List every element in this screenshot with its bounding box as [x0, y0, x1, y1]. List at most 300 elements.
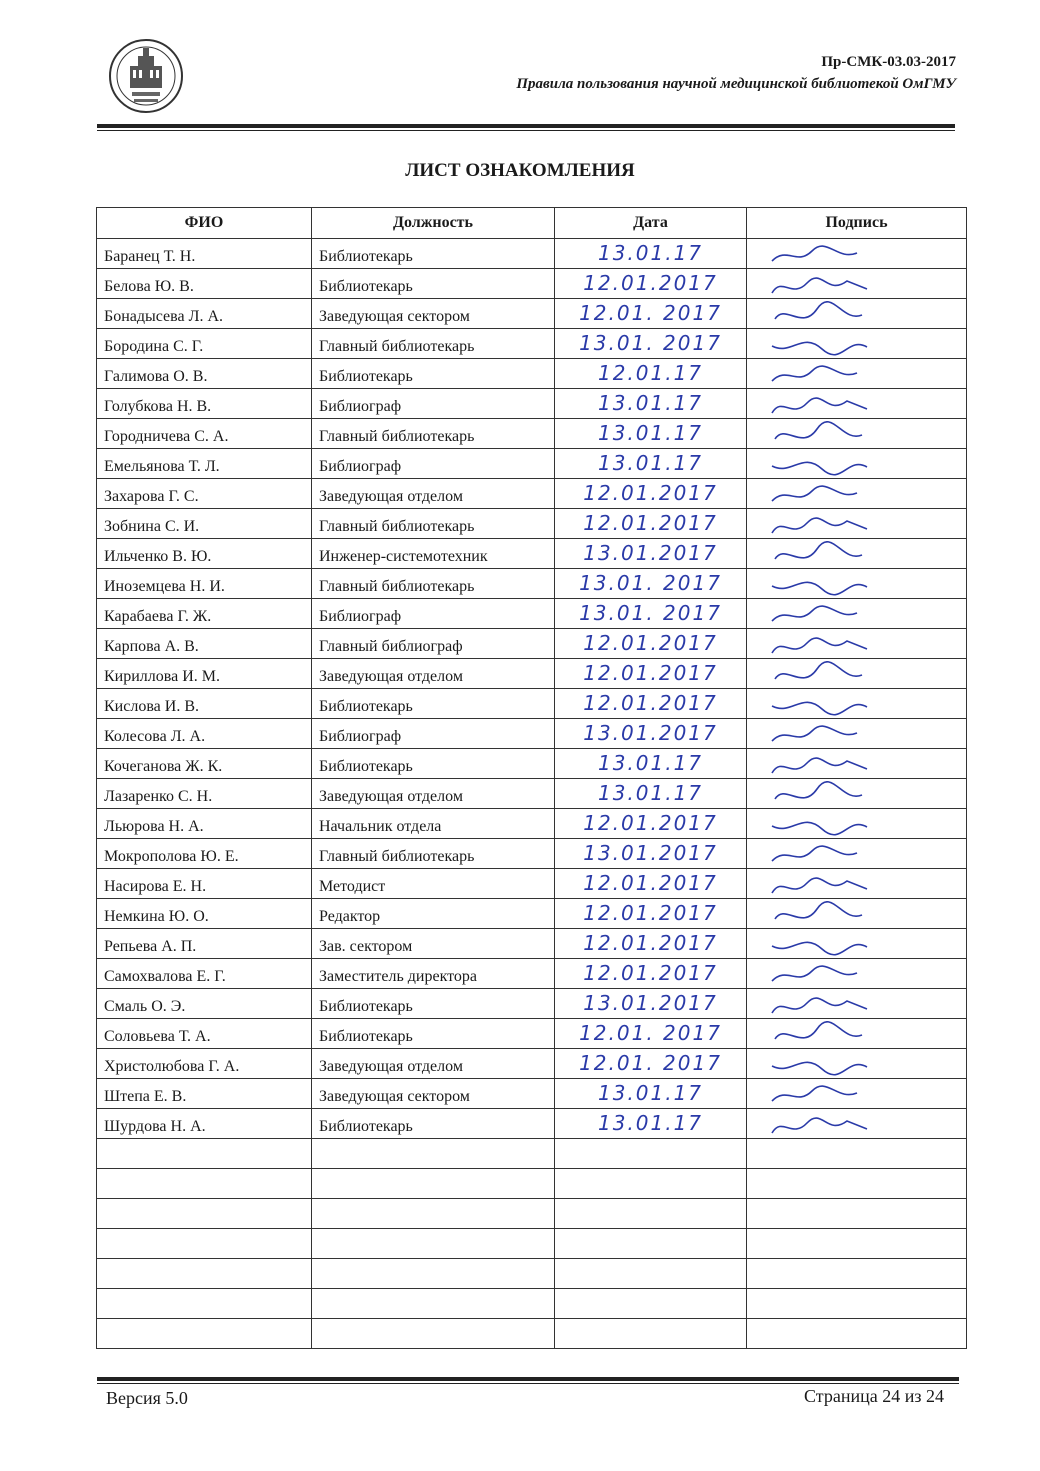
cell-name [97, 569, 312, 599]
cell-name [97, 539, 312, 569]
cell-name [97, 1049, 312, 1079]
empty-cell [555, 1139, 747, 1169]
cell-name [97, 1019, 312, 1049]
handwritten-date: 12.01.2017 [583, 271, 718, 295]
handwritten-date: 12.01.2017 [583, 961, 718, 985]
cell-date [555, 959, 747, 989]
person-position: Главный библиотекарь [319, 428, 475, 445]
cell-position [312, 419, 555, 449]
cell-signature [747, 839, 967, 869]
table-row [97, 299, 967, 329]
signature-icon [767, 301, 897, 329]
signature-icon [767, 601, 897, 629]
table-row [97, 779, 967, 809]
empty-cell [747, 1319, 967, 1349]
person-position: Редактор [319, 908, 381, 925]
empty-cell [555, 1289, 747, 1319]
cell-name [97, 929, 312, 959]
cell-date [555, 389, 747, 419]
cell-name [97, 899, 312, 929]
signature-icon [767, 901, 897, 929]
person-name: Голубкова Н. В. [104, 398, 212, 415]
handwritten-date: 12.01.2017 [583, 871, 718, 895]
cell-position [312, 659, 555, 689]
empty-cell [747, 1139, 967, 1169]
cell-signature [747, 359, 967, 389]
cell-name [97, 329, 312, 359]
cell-signature [747, 509, 967, 539]
person-name: Самохвалова Е. Г. [104, 968, 226, 985]
person-name: Кочеганова Ж. К. [104, 758, 223, 775]
cell-signature [747, 1019, 967, 1049]
signature-icon [767, 541, 897, 569]
signature-icon [767, 511, 897, 539]
cell-signature [747, 929, 967, 959]
cell-date [555, 929, 747, 959]
cell-position [312, 629, 555, 659]
cell-position [312, 359, 555, 389]
person-position: Инженер-системотехник [319, 548, 488, 565]
cell-position [312, 809, 555, 839]
signature-icon [767, 931, 897, 959]
table-row [97, 359, 967, 389]
table-row [97, 899, 967, 929]
table-row [97, 659, 967, 689]
table-row [97, 1079, 967, 1109]
person-position: Заведующая отделом [319, 668, 463, 685]
cell-name [97, 869, 312, 899]
person-position: Главный библиотекарь [319, 518, 475, 535]
table-row [97, 539, 967, 569]
cell-signature [747, 1079, 967, 1109]
table-row [97, 239, 967, 269]
cell-name [97, 989, 312, 1019]
person-name: Баранец Т. Н. [104, 248, 196, 265]
table-row [97, 419, 967, 449]
cell-signature [747, 959, 967, 989]
cell-date [555, 329, 747, 359]
empty-cell [555, 1229, 747, 1259]
cell-position [312, 689, 555, 719]
cell-position [312, 569, 555, 599]
cell-name [97, 629, 312, 659]
cell-name [97, 299, 312, 329]
cell-signature [747, 299, 967, 329]
handwritten-date: 13.01. 2017 [579, 331, 722, 355]
empty-table-row [97, 1169, 967, 1199]
person-position: Библиотекарь [319, 1028, 413, 1045]
cell-date [555, 989, 747, 1019]
person-position: Библиограф [319, 398, 402, 415]
cell-date [555, 869, 747, 899]
cell-name [97, 269, 312, 299]
person-position: Библиотекарь [319, 278, 413, 295]
person-name: Бонадысева Л. А. [104, 308, 223, 325]
signature-icon [767, 1051, 897, 1079]
table-row [97, 1019, 967, 1049]
handwritten-date: 12.01. 2017 [579, 1021, 722, 1045]
column-header: Подпись [747, 208, 967, 239]
table-row [97, 269, 967, 299]
header-rule-thick [97, 124, 955, 128]
cell-position [312, 299, 555, 329]
signature-icon [767, 271, 897, 299]
cell-name [97, 1109, 312, 1139]
signature-icon [767, 451, 897, 479]
signature-icon [767, 721, 897, 749]
handwritten-date: 13.01.2017 [583, 841, 718, 865]
empty-cell [97, 1139, 312, 1169]
table-row [97, 1109, 967, 1139]
cell-name [97, 659, 312, 689]
empty-cell [312, 1259, 555, 1289]
person-position: Библиотекарь [319, 1118, 413, 1135]
signature-icon [767, 481, 897, 509]
cell-signature [747, 239, 967, 269]
signature-icon [767, 631, 897, 659]
cell-signature [747, 869, 967, 899]
cell-signature [747, 749, 967, 779]
table-row [97, 809, 967, 839]
empty-cell [747, 1289, 967, 1319]
cell-name [97, 959, 312, 989]
page-number: Страница 24 из 24 [804, 1386, 944, 1406]
person-position: Главный библиотекарь [319, 578, 475, 595]
cell-name [97, 719, 312, 749]
cell-signature [747, 329, 967, 359]
cell-date [555, 419, 747, 449]
person-position: Заведующая сектором [319, 1088, 470, 1105]
cell-name [97, 449, 312, 479]
person-name: Карпова А. В. [104, 638, 199, 655]
cell-position [312, 269, 555, 299]
cell-position [312, 869, 555, 899]
person-name: Емельянова Т. Л. [104, 458, 220, 475]
cell-signature [747, 809, 967, 839]
cell-date [555, 719, 747, 749]
cell-date [555, 809, 747, 839]
person-position: Заведующая отделом [319, 1058, 463, 1075]
cell-name [97, 1079, 312, 1109]
table-row [97, 839, 967, 869]
table-row [97, 929, 967, 959]
cell-date [555, 1049, 747, 1079]
cell-date [555, 659, 747, 689]
cell-signature [747, 659, 967, 689]
signature-icon [767, 241, 897, 269]
empty-cell [555, 1319, 747, 1349]
person-name: Ильченко В. Ю. [104, 548, 212, 565]
handwritten-date: 13.01.17 [597, 391, 704, 415]
document-subtitle: Правила пользования научной медицинской библиотекой ОмГМУ [516, 76, 956, 92]
cell-date [555, 449, 747, 479]
footer-rule-thick [97, 1377, 959, 1381]
handwritten-date: 12.01.2017 [583, 811, 718, 835]
cell-name [97, 689, 312, 719]
table-row [97, 449, 967, 479]
empty-cell [312, 1139, 555, 1169]
empty-cell [555, 1259, 747, 1289]
person-name: Христолюбова Г. А. [104, 1058, 240, 1075]
cell-name [97, 599, 312, 629]
table-row [97, 479, 967, 509]
person-name: Смаль О. Э. [104, 998, 186, 1015]
person-name: Галимова О. В. [104, 368, 208, 385]
empty-cell [555, 1169, 747, 1199]
cell-name [97, 779, 312, 809]
table-row [97, 869, 967, 899]
cell-signature [747, 899, 967, 929]
signature-icon [767, 781, 897, 809]
cell-name [97, 839, 312, 869]
table-row [97, 1049, 967, 1079]
signature-icon [767, 871, 897, 899]
person-name: Шурдова Н. А. [104, 1118, 206, 1135]
person-position: Зав. сектором [319, 938, 413, 955]
handwritten-date: 12.01.2017 [583, 931, 718, 955]
handwritten-date: 12.01.2017 [583, 511, 718, 535]
cell-name [97, 809, 312, 839]
cell-signature [747, 569, 967, 599]
cell-date [555, 239, 747, 269]
person-position: Методист [319, 878, 386, 895]
handwritten-date: 13.01.2017 [583, 721, 718, 745]
person-name: Карабаева Г. Ж. [104, 608, 212, 625]
handwritten-date: 12.01.2017 [583, 631, 718, 655]
empty-cell [312, 1199, 555, 1229]
cell-signature [747, 419, 967, 449]
signature-icon [767, 421, 897, 449]
handwritten-date: 13.01. 2017 [579, 571, 722, 595]
cell-date [555, 1079, 747, 1109]
person-position: Библиограф [319, 458, 402, 475]
cell-position [312, 929, 555, 959]
empty-cell [312, 1169, 555, 1199]
cell-name [97, 479, 312, 509]
empty-cell [747, 1229, 967, 1259]
cell-position [312, 1049, 555, 1079]
empty-table-row [97, 1199, 967, 1229]
cell-signature [747, 539, 967, 569]
signature-icon [767, 1021, 897, 1049]
signature-icon [767, 961, 897, 989]
person-position: Библиотекарь [319, 248, 413, 265]
person-position: Главный библиотекарь [319, 338, 475, 355]
handwritten-date: 13.01.17 [597, 241, 704, 265]
signature-icon [767, 1111, 897, 1139]
table-row [97, 959, 967, 989]
empty-cell [97, 1289, 312, 1319]
handwritten-date: 12.01.17 [597, 361, 704, 385]
handwritten-date: 12.01.2017 [583, 901, 718, 925]
handwritten-date: 13.01.2017 [583, 991, 718, 1015]
empty-table-row [97, 1139, 967, 1169]
cell-signature [747, 779, 967, 809]
person-position: Заведующая сектором [319, 308, 470, 325]
person-name: Захарова Г. С. [104, 488, 199, 505]
person-position: Заведующая отделом [319, 488, 463, 505]
empty-cell [97, 1319, 312, 1349]
header-rule-thin [97, 130, 955, 131]
empty-cell [97, 1229, 312, 1259]
cell-position [312, 779, 555, 809]
handwritten-date: 12.01. 2017 [579, 301, 722, 325]
person-name: Зобнина С. И. [104, 518, 200, 535]
handwritten-date: 13.01.17 [597, 781, 704, 805]
person-name: Городничева С. А. [104, 428, 229, 445]
cell-signature [747, 449, 967, 479]
cell-position [312, 1019, 555, 1049]
signature-icon [767, 1081, 897, 1109]
table-header-row [97, 208, 967, 239]
cell-date [555, 689, 747, 719]
acknowledgement-table [96, 207, 967, 1349]
table-row [97, 749, 967, 779]
cell-position [312, 899, 555, 929]
signature-icon [767, 661, 897, 689]
empty-table-row [97, 1259, 967, 1289]
table-row [97, 329, 967, 359]
cell-signature [747, 389, 967, 419]
person-name: Штепа Е. В. [104, 1088, 187, 1105]
cell-position [312, 389, 555, 419]
signature-icon [767, 361, 897, 389]
person-name: Кислова И. В. [104, 698, 199, 715]
empty-cell [747, 1199, 967, 1229]
cell-position [312, 749, 555, 779]
handwritten-date: 13.01.17 [597, 1081, 704, 1105]
empty-cell [747, 1169, 967, 1199]
signature-icon [767, 841, 897, 869]
cell-position [312, 599, 555, 629]
person-position: Главный библиотекарь [319, 848, 475, 865]
cell-name [97, 509, 312, 539]
person-name: Репьева А. П. [104, 938, 197, 955]
cell-position [312, 509, 555, 539]
cell-date [555, 629, 747, 659]
empty-cell [312, 1319, 555, 1349]
person-position: Заведующая отделом [319, 788, 463, 805]
handwritten-date: 13.01. 2017 [579, 601, 722, 625]
signature-icon [767, 991, 897, 1019]
empty-cell [97, 1169, 312, 1199]
table-row [97, 629, 967, 659]
empty-cell [97, 1199, 312, 1229]
person-position: Библиограф [319, 728, 402, 745]
column-header: Должность [312, 208, 555, 239]
person-position: Библиограф [319, 608, 402, 625]
person-name: Мокрополова Ю. Е. [104, 848, 239, 865]
table-row [97, 719, 967, 749]
page-title: ЛИСТ ОЗНАКОМЛЕНИЯ [405, 160, 635, 181]
cell-date [555, 509, 747, 539]
handwritten-date: 12.01.2017 [583, 481, 718, 505]
signature-icon [767, 751, 897, 779]
cell-date [555, 1019, 747, 1049]
cell-signature [747, 689, 967, 719]
person-position: Начальник отдела [319, 818, 442, 835]
cell-name [97, 419, 312, 449]
empty-table-row [97, 1319, 967, 1349]
person-name: Колесова Л. А. [104, 728, 206, 745]
cell-date [555, 569, 747, 599]
cell-position [312, 539, 555, 569]
person-name: Лазаренко С. Н. [104, 788, 213, 805]
signature-icon [767, 391, 897, 419]
table-row [97, 389, 967, 419]
cell-date [555, 269, 747, 299]
signature-icon [767, 331, 897, 359]
cell-date [555, 749, 747, 779]
cell-date [555, 359, 747, 389]
omgmu-emblem-icon [108, 36, 184, 116]
handwritten-date: 13.01.2017 [583, 541, 718, 565]
footer-rule-thin [97, 1383, 959, 1384]
person-position: Библиотекарь [319, 758, 413, 775]
person-name: Иноземцева Н. И. [104, 578, 225, 595]
cell-name [97, 359, 312, 389]
cell-signature [747, 269, 967, 299]
person-name: Кириллова И. М. [104, 668, 220, 685]
cell-position [312, 329, 555, 359]
table-body [97, 239, 967, 1349]
cell-date [555, 779, 747, 809]
cell-position [312, 479, 555, 509]
empty-table-row [97, 1289, 967, 1319]
cell-position [312, 239, 555, 269]
person-name: Насирова Е. Н. [104, 878, 207, 895]
cell-signature [747, 479, 967, 509]
person-position: Заместитель директора [319, 968, 478, 985]
cell-position [312, 1079, 555, 1109]
handwritten-date: 12.01.2017 [583, 691, 718, 715]
cell-name [97, 239, 312, 269]
cell-position [312, 989, 555, 1019]
signature-icon [767, 571, 897, 599]
cell-signature [747, 1049, 967, 1079]
cell-signature [747, 719, 967, 749]
person-name: Белова Ю. В. [104, 278, 194, 295]
cell-date [555, 539, 747, 569]
cell-date [555, 839, 747, 869]
cell-date [555, 1109, 747, 1139]
column-header: ФИО [97, 208, 312, 239]
empty-cell [312, 1229, 555, 1259]
handwritten-date: 13.01.17 [597, 421, 704, 445]
person-position: Главный библиограф [319, 638, 463, 655]
person-name: Льюрова Н. А. [104, 818, 204, 835]
cell-name [97, 389, 312, 419]
signature-icon [767, 811, 897, 839]
cell-position [312, 1109, 555, 1139]
cell-signature [747, 599, 967, 629]
column-header: Дата [555, 208, 747, 239]
cell-position [312, 959, 555, 989]
table-row [97, 989, 967, 1019]
cell-date [555, 599, 747, 629]
person-position: Библиотекарь [319, 998, 413, 1015]
table-row [97, 569, 967, 599]
version-label: Версия 5.0 [106, 1388, 188, 1408]
cell-position [312, 719, 555, 749]
empty-cell [555, 1199, 747, 1229]
cell-date [555, 299, 747, 329]
empty-table-row [97, 1229, 967, 1259]
empty-cell [97, 1259, 312, 1289]
person-name: Соловьева Т. А. [104, 1028, 211, 1045]
handwritten-date: 13.01.17 [597, 451, 704, 475]
person-position: Библиотекарь [319, 368, 413, 385]
